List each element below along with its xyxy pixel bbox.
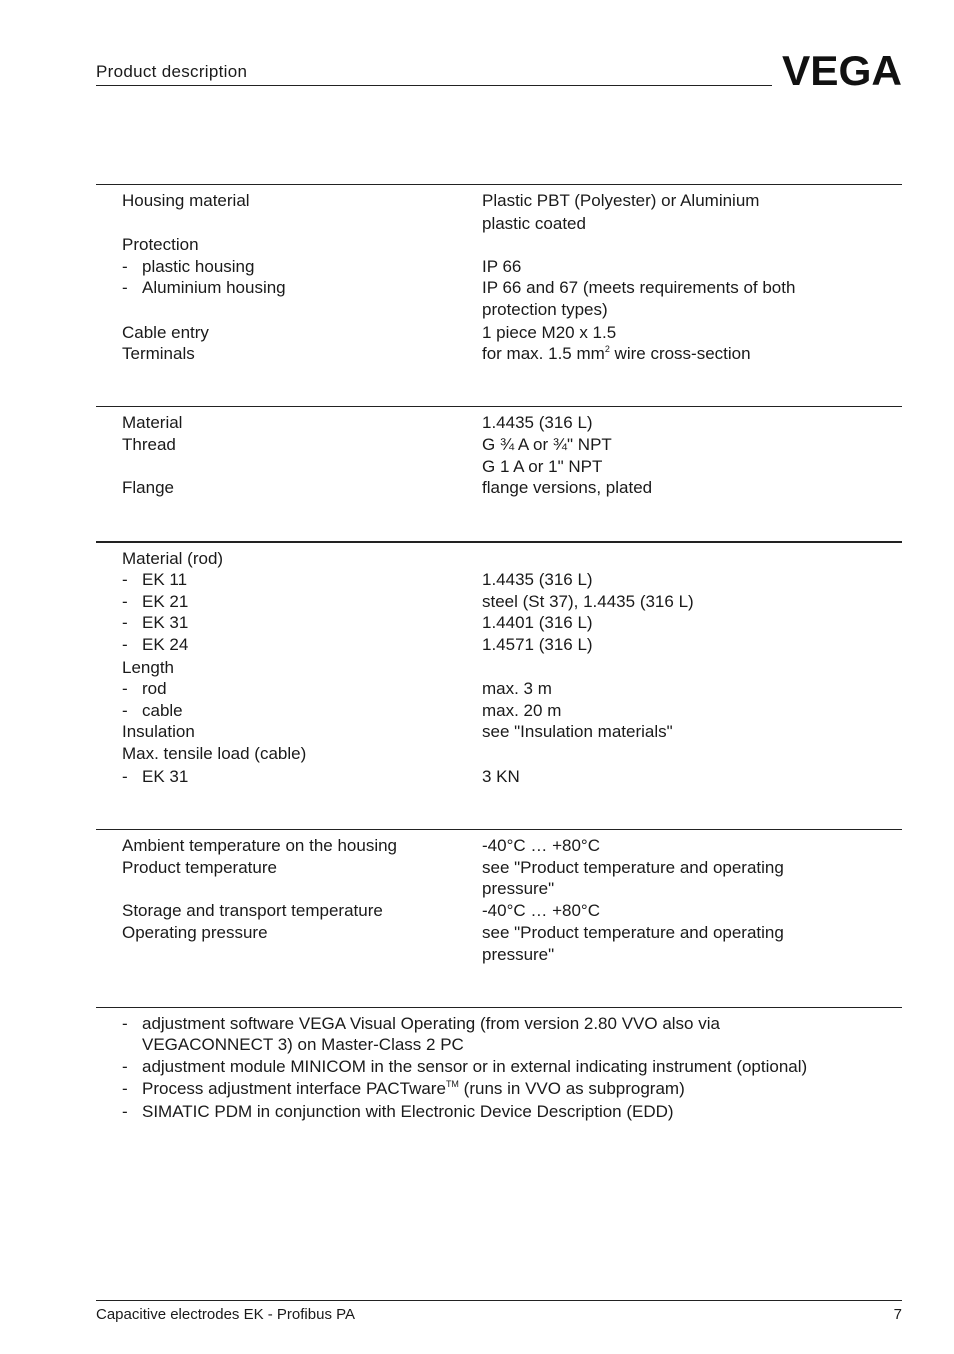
spec-row bbox=[122, 477, 902, 499]
spec-value: 1.4435 (316 L) bbox=[482, 570, 593, 589]
spec-label: Max. tensile load (cable) bbox=[122, 744, 307, 763]
spec-value: 1.4401 (316 L) bbox=[482, 613, 593, 632]
operating-conditions-section bbox=[96, 829, 902, 980]
spec-sublabel: - EK 21 bbox=[122, 592, 189, 611]
page-number: 7 bbox=[893, 1306, 902, 1323]
spec-sublabel: - EK 31 bbox=[122, 767, 189, 786]
spec-row bbox=[122, 835, 902, 857]
spec-value: pressure" bbox=[482, 945, 555, 964]
spec-value: 1.4571 (316 L) bbox=[482, 635, 593, 654]
spec-label: Product temperature bbox=[122, 858, 277, 877]
spec-row bbox=[122, 678, 902, 700]
spec-sublabel-text: Aluminium housing bbox=[142, 278, 286, 297]
spec-value: 1 piece M20 x 1.5 bbox=[482, 323, 617, 342]
spec-label: Protection bbox=[122, 235, 199, 254]
spec-label: Cable entry bbox=[122, 323, 209, 342]
page-header-title: Product description bbox=[96, 62, 248, 81]
list-item: - adjustment module MINICOM in the sensor or in external indicating instrument (optional) bbox=[122, 1057, 808, 1076]
spec-value: flange versions, plated bbox=[482, 478, 653, 497]
vega-logo bbox=[782, 52, 902, 88]
spec-label: Storage and transport temperature bbox=[122, 901, 383, 920]
list-item-continuation bbox=[122, 1034, 902, 1056]
spec-row bbox=[122, 857, 902, 879]
spec-row bbox=[122, 456, 902, 478]
spec-row bbox=[122, 299, 902, 321]
spec-value: see "Insulation materials" bbox=[482, 722, 673, 741]
spec-row bbox=[122, 878, 902, 900]
spec-label: Flange bbox=[122, 478, 174, 497]
electrode-section bbox=[96, 541, 902, 803]
spec-label: Ambient temperature on the housing bbox=[122, 836, 398, 855]
spec-sublabel-text: plastic housing bbox=[142, 257, 255, 276]
spec-row bbox=[122, 190, 902, 212]
spec-row bbox=[122, 234, 902, 256]
spec-value: Plastic PBT (Polyester) or Aluminium bbox=[482, 191, 760, 210]
footer-document-title: Capacitive electrodes EK - Profibus PA bbox=[96, 1306, 356, 1323]
spec-row bbox=[122, 766, 902, 788]
spec-value: steel (St 37), 1.4435 (316 L) bbox=[482, 592, 694, 611]
spec-label: Material bbox=[122, 413, 183, 432]
spec-row bbox=[122, 700, 902, 722]
spec-sublabel: - cable bbox=[122, 701, 183, 720]
spec-label: Housing material bbox=[122, 191, 250, 210]
adjustment-section bbox=[96, 1007, 902, 1138]
spec-value: IP 66 and 67 (meets requirements of both bbox=[482, 278, 796, 297]
spec-value: max. 20 m bbox=[482, 701, 562, 720]
list-item-text: Process adjustment interface PACTware™ (runs in VVO as subprogram) bbox=[142, 1079, 685, 1098]
spec-value: 3 KN bbox=[482, 767, 520, 786]
spec-row bbox=[122, 548, 902, 570]
spec-value: protection types) bbox=[482, 300, 608, 319]
spec-row bbox=[122, 412, 902, 434]
spec-value: plastic coated bbox=[482, 214, 586, 233]
list-item-text: VEGACONNECT 3) on Master-Class 2 PC bbox=[142, 1035, 464, 1054]
spec-value: for max. 1.5 $mm^2$ wire cross-section bbox=[482, 344, 751, 363]
spec-label: Insulation bbox=[122, 722, 195, 741]
spec-row bbox=[122, 721, 902, 743]
housing-section bbox=[96, 184, 902, 385]
spec-label: Thread bbox=[122, 435, 176, 454]
header-divider bbox=[96, 85, 772, 86]
spec-value: IP 66 bbox=[482, 257, 522, 276]
spec-row bbox=[122, 591, 902, 613]
spec-value: 1.4435 (316 L) bbox=[482, 413, 593, 432]
spec-row bbox=[122, 569, 902, 591]
footer-divider bbox=[96, 1300, 902, 1301]
list-item: - SIMATIC PDM in conjunction with Electronic Device Description (EDD) bbox=[122, 1102, 674, 1121]
spec-label: Operating pressure bbox=[122, 923, 268, 942]
spec-sublabel: - rod bbox=[122, 679, 167, 698]
spec-row bbox=[122, 657, 902, 679]
spec-label: Terminals bbox=[122, 344, 195, 363]
spec-label: Length bbox=[122, 658, 174, 677]
spec-row bbox=[122, 343, 902, 365]
spec-value: pressure" bbox=[482, 879, 555, 898]
list-item-text: adjustment module MINICOM in the sensor or in external indicating instrument (optional) bbox=[142, 1057, 808, 1076]
spec-row bbox=[122, 634, 902, 656]
list-item: - adjustment software VEGA Visual Operating (from version 2.80 VVO also via bbox=[122, 1014, 720, 1033]
spec-sublabel: - EK 24 bbox=[122, 635, 189, 654]
spec-sublabel: - EK 11 bbox=[122, 570, 188, 589]
spec-row bbox=[122, 277, 902, 299]
list-item-text: adjustment software VEGA Visual Operating (from version 2.80 VVO also via bbox=[142, 1014, 720, 1033]
spec-value: G ¾ A or ¾" NPT bbox=[482, 435, 612, 454]
spec-row bbox=[122, 944, 902, 966]
spec-row bbox=[122, 743, 902, 765]
spec-label: Material (rod) bbox=[122, 549, 224, 568]
spec-value: see "Product temperature and operating bbox=[482, 923, 784, 942]
spec-row bbox=[122, 322, 902, 344]
process-fitting-section bbox=[96, 406, 902, 527]
spec-value: -40°C … +80°C bbox=[482, 836, 601, 855]
spec-sublabel: - EK 31 bbox=[122, 613, 189, 632]
spec-row bbox=[122, 434, 902, 456]
vega-logo-text: VEGA bbox=[782, 52, 902, 88]
spec-row bbox=[122, 612, 902, 634]
spec-row bbox=[122, 922, 902, 944]
list-item-text: SIMATIC PDM in conjunction with Electronic Device Description (EDD) bbox=[142, 1102, 674, 1121]
spec-sublabel: - Aluminium housing bbox=[122, 278, 286, 297]
list-item: - Process adjustment interface PACTware™ (runs in VVO as subprogram) bbox=[122, 1079, 685, 1098]
spec-sublabel: - plastic housing bbox=[122, 257, 255, 276]
spec-row bbox=[122, 213, 902, 235]
spec-value: G 1 A or 1" NPT bbox=[482, 457, 603, 476]
spec-value: max. 3 m bbox=[482, 679, 552, 698]
spec-value: see "Product temperature and operating bbox=[482, 858, 784, 877]
spec-row bbox=[122, 900, 902, 922]
spec-row bbox=[122, 256, 902, 278]
spec-value: -40°C … +80°C bbox=[482, 901, 601, 920]
